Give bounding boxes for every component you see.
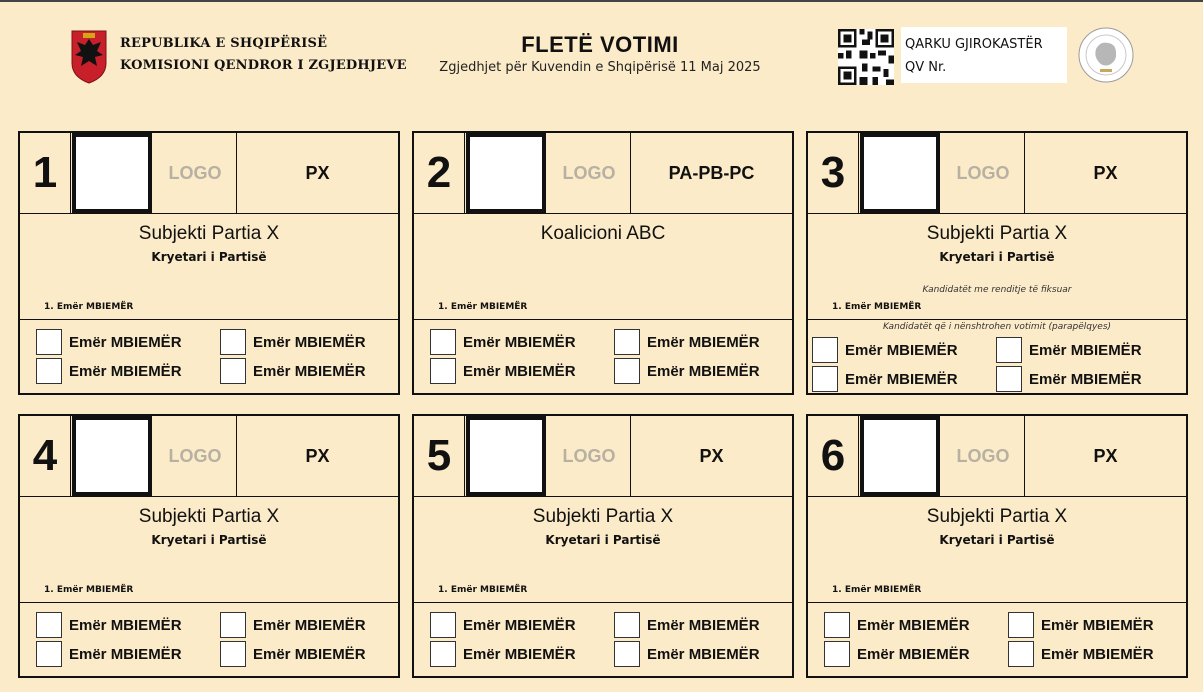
candidate-option [220,357,366,385]
candidate-name: Emër MBIEMËR [463,645,576,663]
polling-station-label: QV Nr. [905,60,947,75]
candidate-option [996,336,1142,364]
candidate-name: Emër MBIEMËR [463,616,576,634]
list-number: 1 [20,133,71,213]
party-name: Subjekti Partia X [926,223,1068,244]
candidate-option [36,357,182,385]
candidate-option [430,640,576,668]
candidate-name: Emër MBIEMËR [647,616,760,634]
party-card [18,131,400,395]
party-leader: Kryetari i Partisë [545,533,661,547]
candidate-checkbox[interactable] [812,337,838,363]
party-logo-placeholder: LOGO [942,133,1025,213]
candidate-option [1008,640,1154,668]
party-card [412,131,794,395]
candidate-name: Emër MBIEMËR [69,333,182,351]
party-card [18,414,400,678]
candidate-option [812,336,958,364]
district-name: QARKU GJIROKASTËR [905,37,1043,52]
candidate-option [36,640,182,668]
first-candidate: 1. Emër MBIEMËR [832,585,922,595]
candidate-checkbox[interactable] [996,366,1022,392]
candidate-checkbox[interactable] [220,358,246,384]
party-logo-placeholder: LOGO [942,416,1025,496]
first-candidate: 1. Emër MBIEMËR [438,302,528,312]
list-number: 6 [808,416,859,496]
candidate-name: Emër MBIEMËR [647,645,760,663]
candidate-name: Emër MBIEMËR [69,645,182,663]
party-logo-placeholder: LOGO [548,133,631,213]
candidate-name: Emër MBIEMËR [69,362,182,380]
card-header [414,133,792,214]
candidate-checkbox[interactable] [824,641,850,667]
candidate-option [614,328,760,356]
candidate-name: Emër MBIEMËR [1041,616,1154,634]
candidate-checkbox[interactable] [824,612,850,638]
party-vote-box[interactable] [860,133,940,213]
party-abbreviation: PA-PB-PC [668,162,755,183]
candidate-checkbox[interactable] [812,366,838,392]
list-number: 3 [808,133,859,213]
candidate-checkbox[interactable] [996,337,1022,363]
candidate-checkbox[interactable] [614,641,640,667]
candidate-name: Emër MBIEMËR [647,362,760,380]
party-name: Subjekti Partia X [138,506,280,527]
candidate-name: Emër MBIEMËR [1029,370,1142,388]
candidate-option [824,640,970,668]
candidate-option [824,611,970,639]
candidate-checkbox[interactable] [614,612,640,638]
card-header [808,133,1186,214]
candidate-option [996,365,1142,393]
candidate-divider [808,319,1186,320]
candidate-checkbox[interactable] [220,641,246,667]
first-candidate: 1. Emër MBIEMËR [438,585,528,595]
party-name: Subjekti Partia X [926,506,1068,527]
candidate-checkbox[interactable] [1008,641,1034,667]
candidate-divider [414,319,792,320]
party-abbreviation: PX [305,162,330,183]
candidate-name: Emër MBIEMËR [463,362,576,380]
party-card [806,131,1188,395]
candidate-name: Emër MBIEMËR [1041,645,1154,663]
issuer-block [120,33,407,77]
first-candidate: 1. Emër MBIEMËR [44,585,134,595]
candidate-divider [414,602,792,603]
party-leader: Kryetari i Partisë [939,250,1055,264]
party-abbreviation: PX [699,445,724,466]
republic-name: REPUBLIKA E SHQIPËRISË [120,36,328,51]
party-abbreviation: PX [1093,162,1118,183]
qr-code-icon [838,29,894,85]
candidate-name: Emër MBIEMËR [463,333,576,351]
candidate-checkbox[interactable] [220,329,246,355]
candidate-checkbox[interactable] [36,329,62,355]
party-logo-placeholder: LOGO [154,416,237,496]
fixed-candidates-note: Kandidatët me renditje të fiksuar [922,285,1072,295]
party-leader: Kryetari i Partisë [939,533,1055,547]
ballot-subtitle: Zgjedhjet për Kuvendin e Shqipërisë 11 Maj 2025 [439,60,761,75]
ballot-title: FLETË VOTIMI [521,32,679,57]
party-card [412,414,794,678]
albanian-emblem-icon [70,29,108,84]
party-leader: Kryetari i Partisë [151,250,267,264]
party-abbreviation: PX [1093,445,1118,466]
first-candidate: 1. Emër MBIEMËR [44,302,134,312]
party-logo-placeholder: LOGO [548,416,631,496]
party-card [806,414,1188,678]
party-vote-box[interactable] [72,133,152,213]
candidate-checkbox[interactable] [36,358,62,384]
candidate-option [220,611,366,639]
candidate-name: Emër MBIEMËR [845,341,958,359]
candidate-name: Emër MBIEMËR [1029,341,1142,359]
candidate-name: Emër MBIEMËR [253,645,366,663]
candidate-option [220,328,366,356]
candidate-name: Emër MBIEMËR [857,645,970,663]
candidate-option [220,640,366,668]
party-name: Subjekti Partia X [138,223,280,244]
party-vote-box[interactable] [466,133,546,213]
party-vote-box[interactable] [860,416,940,496]
first-candidate: 1. Emër MBIEMËR [832,302,922,312]
candidate-name: Emër MBIEMËR [647,333,760,351]
card-header [20,133,398,214]
party-leader: Kryetari i Partisë [151,533,267,547]
candidate-checkbox[interactable] [430,641,456,667]
district-box [901,27,1067,83]
candidate-option [614,611,760,639]
candidate-checkbox[interactable] [430,612,456,638]
party-vote-box[interactable] [72,416,152,496]
candidate-checkbox[interactable] [614,358,640,384]
candidate-name: Emër MBIEMËR [253,333,366,351]
candidate-checkbox[interactable] [430,329,456,355]
candidate-checkbox[interactable] [614,329,640,355]
card-header [414,416,792,497]
candidate-name: Emër MBIEMËR [69,616,182,634]
preferential-candidates-note: Kandidatët që i nënshtrohen votimit (parapëlqyes) [882,322,1112,332]
list-number: 5 [414,416,465,496]
candidate-name: Emër MBIEMËR [253,362,366,380]
candidate-name: Emër MBIEMËR [253,616,366,634]
candidate-divider [808,602,1186,603]
list-number: 2 [414,133,465,213]
party-vote-box[interactable] [466,416,546,496]
party-name: Koalicioni ABC [540,223,666,244]
party-logo-placeholder: LOGO [154,133,237,213]
candidate-divider [20,319,398,320]
commission-name: KOMISIONI QENDROR I ZGJEDHJEVE [120,58,407,73]
candidate-checkbox[interactable] [220,612,246,638]
candidate-option [430,357,576,385]
card-header [808,416,1186,497]
candidate-checkbox[interactable] [430,358,456,384]
party-abbreviation: PX [305,445,330,466]
candidate-option [430,328,576,356]
candidate-option [36,611,182,639]
candidate-option [36,328,182,356]
top-border-line [0,0,1203,2]
candidate-checkbox[interactable] [36,641,62,667]
candidate-option [614,640,760,668]
card-header [20,416,398,497]
list-number: 4 [20,416,71,496]
candidate-option [430,611,576,639]
candidate-option [812,365,958,393]
candidate-checkbox[interactable] [1008,612,1034,638]
candidate-name: Emër MBIEMËR [845,370,958,388]
cec-logo-icon [1078,27,1134,83]
candidate-option [614,357,760,385]
candidate-divider [20,602,398,603]
candidate-name: Emër MBIEMËR [857,616,970,634]
candidate-checkbox[interactable] [36,612,62,638]
party-name: Subjekti Partia X [532,506,674,527]
candidate-option [1008,611,1154,639]
